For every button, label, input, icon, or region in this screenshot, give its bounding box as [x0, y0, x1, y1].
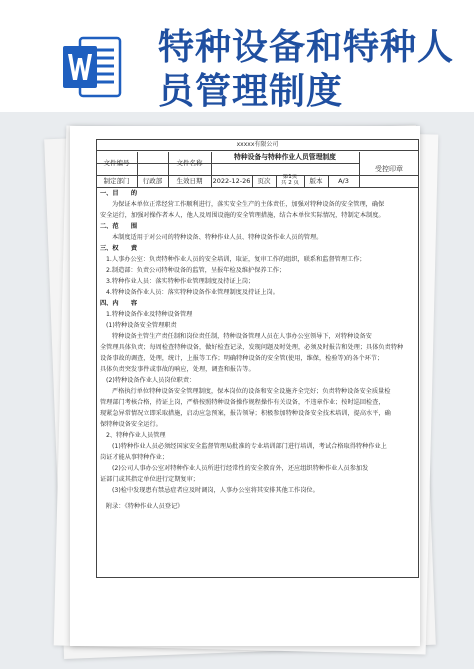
body-line: (2)特种设备作业人员岗位职责： [106, 377, 196, 384]
body-line: 4.特种设备作业人员：落实特种设备作业管理制度及持证上岗。 [106, 289, 279, 296]
page-label: 页次 [257, 177, 271, 185]
body-line: 为保证本单位正常经营工作顺利进行，落实安全生产的主体责任，加强对特种设备的安全管理，确保 [112, 201, 385, 208]
body-line: 证部门或其指定单位进行定期复审； [100, 476, 199, 483]
dept-value: 行政部 [142, 177, 163, 185]
body-line: 附录：《特种作业人员登记》 [106, 503, 184, 510]
body-line: 设备事故的调查，处理，统计，上报等工作；明确特种设备的安全管(使用，维保，检验等)的各个环节； [100, 355, 384, 362]
version-label: 版本 [309, 177, 323, 185]
body-line: 2、特种作业人员管理 [106, 432, 166, 439]
body-line: 1.特种设备作业及特种设备管理 [106, 311, 193, 318]
title-line-1: 特种设备和特种人 [158, 27, 455, 68]
section-heading: 四、内 容 [100, 300, 138, 307]
body-line: 2.制造部：负责公司特种设备的监管，呈报年检及维护保养工作； [106, 267, 286, 274]
document-body [100, 188, 416, 512]
body-line: 全管理具体负责；每周检查特种设备，做好检查记录，发现问题及时处理，必须及时报告和处理；具体负责特种 [100, 344, 404, 351]
page-value-2: 共 2 页 [281, 180, 299, 186]
body-line: 特种设备主管生产责任制和岗位责任制，特种设备管理人员在人事办公室领导下，对特种设备安 [112, 333, 372, 340]
body-line: 严格执行单位特种设备安全管理制度，保本岗位的设备和安全设施齐全完好；负责特种设备安全质量检 [112, 388, 391, 395]
body-line: 管理部门考核合格，持证上岗，严格按照特种设备操作规程操作有关设备，不违章作业；按时巡回检查， [100, 399, 385, 406]
body-line: 安全运行，加强对操作者本人，他人及周围设施的安全管理措施，结合本单位实际情况，特制定本制度。 [100, 212, 385, 219]
word-icon [62, 36, 122, 100]
body-line: 3.特种作业人员：落实特种作业管理制度及持证上岗； [106, 278, 255, 285]
body-line: 岗证才能从事特种作业； [100, 454, 169, 461]
banner-header [0, 0, 474, 118]
company-name: xxxxx有限公司 [96, 139, 419, 151]
section-heading: 二、范 围 [100, 223, 138, 230]
section-heading: 一、目 的 [100, 190, 138, 197]
body-line: 1.人事办公室：负责特种作业人员的安全培训，取证，复审工作的组织，联系和监督管理工作； [106, 256, 366, 263]
body-line: 现紧急异常情况立即采取措施，启动应急预案，报告领导；积极参加特种设备安全技术培训，提高水平，确 [100, 410, 391, 417]
body-line: 本制度适用于对公司的特种设备、特种作业人员、特种设备作业人员的管理。 [112, 234, 323, 241]
date-value: 2022-12-26 [212, 177, 251, 185]
page-title [158, 26, 458, 114]
date-label: 生效日期 [176, 177, 203, 185]
body-line: (1)特种作业人员必须经国家安全监督管理局批准的专业培训部门进行培训，考试合格取得特种作业上 [112, 443, 387, 450]
body-line: (1)特种设备安全管理职责 [106, 322, 177, 329]
doc-name-label: 文件名称 [176, 159, 203, 167]
body-line: (3)检中发现患有禁忌症者应及时调岗，人事办公室将其安排其他工作岗位。 [112, 487, 319, 494]
body-line: (2)公司人事办公室对特种作业人员所进行经常性的安全教育外，还应组织特种作业人员参加发 [112, 465, 369, 472]
document-title: 特种设备与特种作业人员管理制度 [234, 153, 336, 161]
doc-number-label: 文件编号 [103, 159, 130, 167]
version-value: A/3 [338, 177, 349, 185]
dept-label: 制定部门 [103, 177, 130, 185]
stamp-label: 受控印章 [375, 165, 403, 173]
body-line: 保特种设备安全运行。 [100, 421, 162, 428]
page-value-1: 第1页 [282, 174, 298, 180]
title-line-2: 员管理制度 [158, 71, 344, 112]
section-heading: 三、权 责 [100, 245, 138, 252]
body-line: 具体负责突发事件或事故的响应，处理，调查和报告等。 [100, 366, 255, 373]
